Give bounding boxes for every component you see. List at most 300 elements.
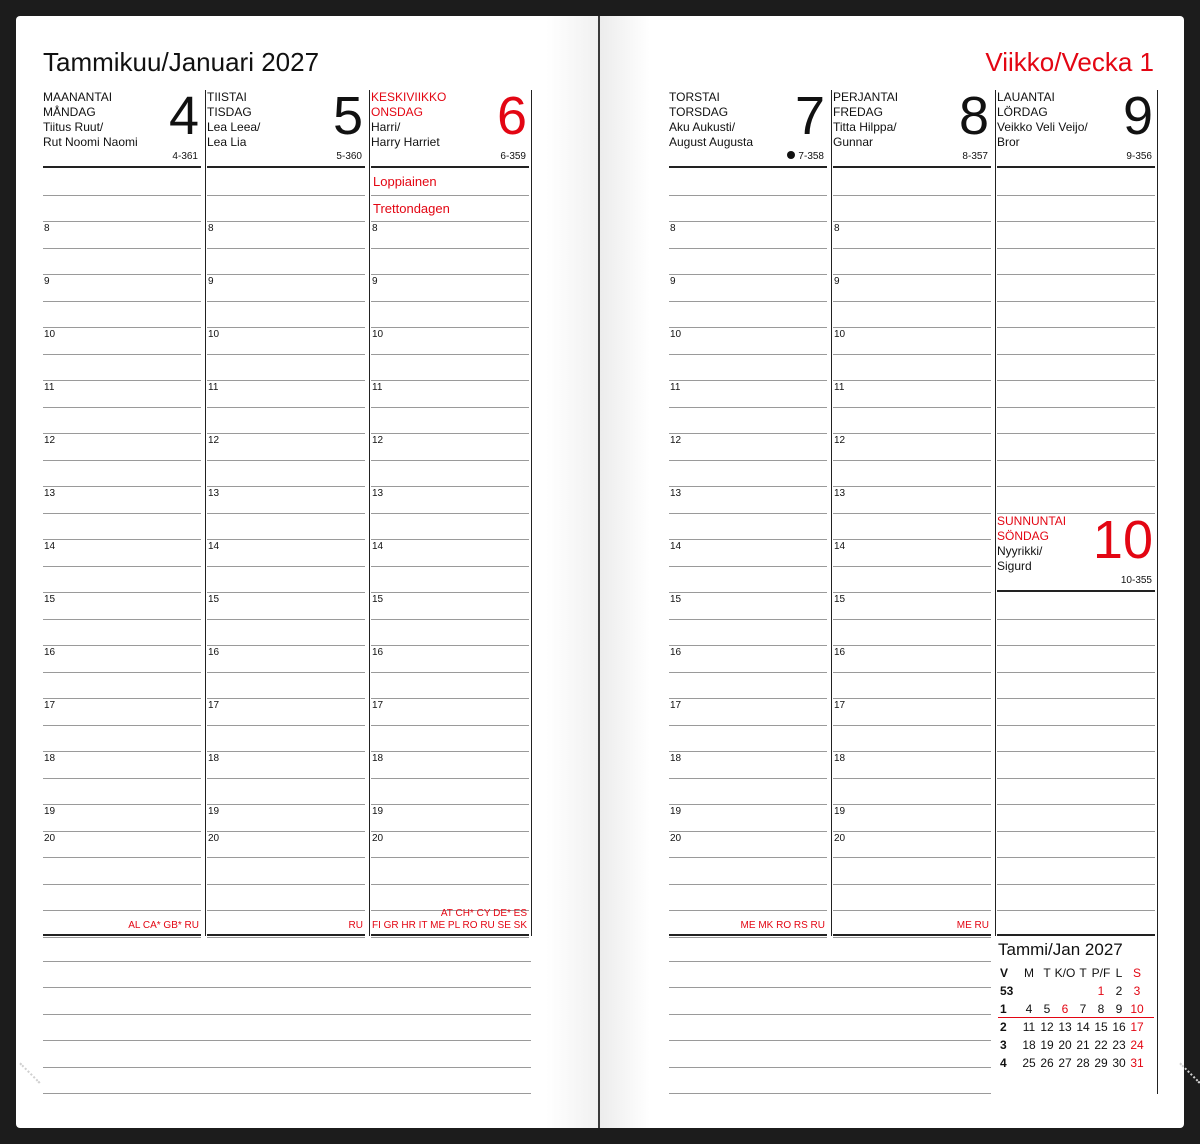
- writing-line[interactable]: [833, 195, 991, 196]
- day-names: [833, 90, 898, 150]
- writing-line[interactable]: [371, 804, 529, 805]
- writing-line[interactable]: [43, 592, 201, 593]
- writing-line[interactable]: [833, 539, 991, 540]
- writing-line[interactable]: [43, 221, 201, 222]
- hour-label: 14: [372, 541, 384, 552]
- writing-line[interactable]: [997, 751, 1155, 752]
- hour-label: 18: [834, 753, 846, 764]
- name-day: Lea Lia: [207, 135, 247, 149]
- country-codes: ME MK RO RS RU: [740, 920, 825, 931]
- day-number: 7: [794, 86, 825, 146]
- day-names: [997, 514, 1066, 574]
- writing-line[interactable]: [997, 460, 1155, 461]
- writing-line[interactable]: [669, 831, 827, 832]
- hour-label: 11: [44, 382, 55, 393]
- writing-line[interactable]: [997, 486, 1155, 487]
- day-column: [833, 86, 991, 936]
- writing-line[interactable]: [833, 884, 991, 885]
- writing-line[interactable]: [207, 513, 365, 514]
- calendar-day[interactable]: 8: [1097, 1002, 1105, 1016]
- writing-line[interactable]: [997, 804, 1155, 805]
- writing-line[interactable]: [43, 831, 201, 832]
- writing-line[interactable]: [833, 725, 991, 726]
- writing-line[interactable]: [997, 195, 1155, 196]
- writing-line[interactable]: [997, 248, 1155, 249]
- writing-line[interactable]: [669, 619, 827, 620]
- hour-label: 15: [834, 594, 846, 605]
- writing-line[interactable]: [207, 645, 365, 646]
- calendar-day[interactable]: 6: [1061, 1002, 1069, 1016]
- writing-line[interactable]: [207, 751, 365, 752]
- writing-line[interactable]: [43, 751, 201, 752]
- writing-line[interactable]: [997, 619, 1155, 620]
- name-day: Sigurd: [997, 559, 1032, 573]
- writing-line[interactable]: [833, 407, 991, 408]
- writing-line[interactable]: [669, 645, 827, 646]
- writing-line[interactable]: [43, 698, 201, 699]
- calendar-day[interactable]: 10: [1130, 1002, 1144, 1016]
- writing-line[interactable]: [669, 857, 827, 858]
- writing-line[interactable]: [833, 566, 991, 567]
- day-code-text: 10-355: [1120, 575, 1152, 586]
- writing-line[interactable]: [997, 910, 1155, 911]
- writing-line[interactable]: [43, 937, 201, 938]
- writing-line[interactable]: [669, 486, 827, 487]
- hour-label: 16: [834, 647, 846, 658]
- writing-line[interactable]: [371, 539, 529, 540]
- weekday-name: TORSTAI: [669, 90, 720, 104]
- writing-line[interactable]: [207, 725, 365, 726]
- writing-line[interactable]: [371, 221, 529, 222]
- writing-line[interactable]: [207, 566, 365, 567]
- writing-line[interactable]: [43, 539, 201, 540]
- country-flags: [372, 908, 527, 932]
- writing-line[interactable]: [371, 831, 529, 832]
- hour-label: 20: [208, 832, 220, 844]
- writing-line[interactable]: [43, 327, 201, 328]
- header-rule: [997, 166, 1155, 168]
- writing-line[interactable]: [833, 380, 991, 381]
- hour-label: 12: [372, 435, 384, 446]
- writing-line[interactable]: [833, 857, 991, 858]
- note-line[interactable]: [43, 961, 531, 962]
- day-code-text: 7-358: [798, 151, 824, 162]
- writing-line[interactable]: [833, 619, 991, 620]
- writing-line[interactable]: [833, 592, 991, 593]
- writing-line[interactable]: [207, 301, 365, 302]
- week-number: 2: [1000, 1020, 1007, 1034]
- full-moon-icon: [787, 151, 795, 159]
- writing-line[interactable]: [669, 433, 827, 434]
- writing-line[interactable]: [371, 937, 529, 938]
- week-number: 4: [1000, 1056, 1007, 1070]
- writing-line[interactable]: [371, 248, 529, 249]
- calendar-day[interactable]: 13: [1058, 1020, 1072, 1034]
- writing-line[interactable]: [997, 645, 1155, 646]
- note-line[interactable]: [43, 1014, 531, 1015]
- writing-line[interactable]: [669, 910, 827, 911]
- writing-line[interactable]: [833, 831, 991, 832]
- week-number: 1: [1000, 1002, 1007, 1016]
- note-line[interactable]: [669, 1093, 991, 1094]
- writing-line[interactable]: [997, 857, 1155, 858]
- note-line[interactable]: [43, 987, 531, 988]
- header-rule: [371, 166, 529, 168]
- note-line[interactable]: [669, 961, 991, 962]
- writing-line[interactable]: [207, 221, 365, 222]
- writing-line[interactable]: [207, 539, 365, 540]
- writing-line[interactable]: [371, 672, 529, 673]
- note-line[interactable]: [669, 1014, 991, 1015]
- writing-line[interactable]: [669, 274, 827, 275]
- writing-line[interactable]: [207, 778, 365, 779]
- calendar-day[interactable]: 28: [1076, 1056, 1090, 1070]
- writing-line[interactable]: [43, 433, 201, 434]
- hour-label: 20: [372, 832, 384, 844]
- hour-label: 16: [208, 647, 220, 658]
- writing-line[interactable]: [43, 619, 201, 620]
- hour-label: 13: [372, 488, 384, 499]
- hour-label: 19: [208, 806, 220, 817]
- writing-line[interactable]: [371, 274, 529, 275]
- writing-line[interactable]: [833, 804, 991, 805]
- writing-line[interactable]: [207, 672, 365, 673]
- writing-line[interactable]: [833, 513, 991, 514]
- book-spine: [598, 16, 600, 1128]
- note-line[interactable]: [669, 1040, 991, 1041]
- hour-label: 17: [670, 700, 682, 711]
- writing-line[interactable]: [997, 407, 1155, 408]
- writing-line[interactable]: [669, 460, 827, 461]
- column-divider: [531, 90, 532, 936]
- writing-line[interactable]: [669, 354, 827, 355]
- day-column: [207, 86, 365, 936]
- day-of-year-code: [336, 151, 362, 162]
- writing-line[interactable]: [371, 195, 529, 196]
- writing-line[interactable]: [371, 857, 529, 858]
- calendar-day[interactable]: 29: [1094, 1056, 1108, 1070]
- writing-line[interactable]: [833, 327, 991, 328]
- writing-line[interactable]: [43, 301, 201, 302]
- writing-line[interactable]: [669, 884, 827, 885]
- header-rule: [669, 166, 827, 168]
- writing-line[interactable]: [669, 380, 827, 381]
- writing-line[interactable]: [997, 831, 1155, 832]
- hour-label: 12: [834, 435, 846, 446]
- writing-line[interactable]: [371, 884, 529, 885]
- writing-line[interactable]: [371, 645, 529, 646]
- note-line[interactable]: [43, 1067, 531, 1068]
- column-bottom-rule: [669, 934, 827, 936]
- weekday-name: PERJANTAI: [833, 90, 899, 104]
- calendar-day[interactable]: 16: [1112, 1020, 1126, 1034]
- writing-line[interactable]: [669, 725, 827, 726]
- writing-line[interactable]: [371, 778, 529, 779]
- calendar-day[interactable]: 4: [1025, 1002, 1033, 1016]
- writing-line[interactable]: [43, 804, 201, 805]
- day-code-text: 9-356: [1126, 151, 1152, 162]
- writing-line[interactable]: [997, 380, 1155, 381]
- writing-line[interactable]: [43, 910, 201, 911]
- writing-line[interactable]: [997, 778, 1155, 779]
- writing-line[interactable]: [207, 248, 365, 249]
- day-header: [997, 510, 1155, 591]
- note-line[interactable]: [43, 1040, 531, 1041]
- calendar-day[interactable]: 9: [1115, 1002, 1123, 1016]
- writing-line[interactable]: [997, 433, 1155, 434]
- day-number: 8: [958, 86, 989, 146]
- hour-label: 12: [670, 435, 682, 446]
- writing-line[interactable]: [207, 327, 365, 328]
- day-of-year-code: [500, 151, 526, 162]
- writing-line[interactable]: [371, 327, 529, 328]
- writing-line[interactable]: [833, 486, 991, 487]
- writing-line[interactable]: [371, 460, 529, 461]
- hour-label: 17: [372, 700, 384, 711]
- writing-line[interactable]: [669, 698, 827, 699]
- writing-line[interactable]: [669, 327, 827, 328]
- note-line[interactable]: [669, 987, 991, 988]
- writing-line[interactable]: [371, 725, 529, 726]
- writing-line[interactable]: [371, 619, 529, 620]
- hour-label: 13: [44, 488, 56, 499]
- hour-label: 17: [208, 700, 220, 711]
- writing-line[interactable]: [669, 566, 827, 567]
- writing-line[interactable]: [833, 301, 991, 302]
- calendar-day[interactable]: 25: [1022, 1056, 1036, 1070]
- writing-line[interactable]: [43, 778, 201, 779]
- calendar-day[interactable]: 11: [1022, 1020, 1036, 1034]
- writing-line[interactable]: [833, 248, 991, 249]
- day-names: [207, 90, 260, 150]
- calendar-day[interactable]: 27: [1058, 1056, 1072, 1070]
- writing-line[interactable]: [207, 592, 365, 593]
- note-line[interactable]: [43, 1093, 531, 1094]
- calendar-day[interactable]: 1: [1097, 984, 1105, 998]
- writing-line[interactable]: [43, 274, 201, 275]
- calendar-day[interactable]: 23: [1112, 1038, 1126, 1052]
- column-bottom-rule: [43, 934, 201, 936]
- country-codes: RU: [348, 920, 363, 931]
- writing-line[interactable]: [669, 248, 827, 249]
- writing-line[interactable]: [669, 301, 827, 302]
- writing-line[interactable]: [43, 248, 201, 249]
- writing-line[interactable]: [669, 592, 827, 593]
- writing-line[interactable]: [833, 937, 991, 938]
- writing-line[interactable]: [669, 539, 827, 540]
- calendar-day[interactable]: 17: [1130, 1020, 1144, 1034]
- writing-line[interactable]: [669, 407, 827, 408]
- calendar-day[interactable]: 24: [1130, 1038, 1144, 1052]
- holiday-label: Loppiainen: [373, 174, 437, 189]
- writing-line[interactable]: [43, 725, 201, 726]
- writing-line[interactable]: [997, 327, 1155, 328]
- writing-line[interactable]: [207, 486, 365, 487]
- writing-line[interactable]: [207, 274, 365, 275]
- writing-line[interactable]: [207, 857, 365, 858]
- writing-line[interactable]: [43, 195, 201, 196]
- hour-label: 10: [834, 329, 846, 340]
- writing-line[interactable]: [207, 698, 365, 699]
- day-header: [371, 86, 529, 167]
- writing-line[interactable]: [669, 195, 827, 196]
- writing-line[interactable]: [669, 751, 827, 752]
- writing-line[interactable]: [207, 433, 365, 434]
- writing-line[interactable]: [207, 407, 365, 408]
- writing-line[interactable]: [669, 778, 827, 779]
- writing-line[interactable]: [371, 486, 529, 487]
- hour-label: 10: [372, 329, 384, 340]
- writing-line[interactable]: [997, 274, 1155, 275]
- writing-line[interactable]: [997, 884, 1155, 885]
- writing-line[interactable]: [207, 619, 365, 620]
- country-flags: [349, 920, 363, 932]
- week-title: Viikko/Vecka 1: [985, 47, 1154, 77]
- writing-line[interactable]: [371, 407, 529, 408]
- writing-line[interactable]: [833, 460, 991, 461]
- calendar-day[interactable]: 19: [1040, 1038, 1054, 1052]
- writing-line[interactable]: [669, 221, 827, 222]
- writing-line[interactable]: [669, 804, 827, 805]
- writing-line[interactable]: [43, 407, 201, 408]
- note-line[interactable]: [669, 1067, 991, 1068]
- writing-line[interactable]: [997, 725, 1155, 726]
- calendar-day[interactable]: 21: [1076, 1038, 1090, 1052]
- hour-label: 16: [44, 647, 56, 658]
- writing-line[interactable]: [207, 195, 365, 196]
- writing-line[interactable]: [43, 645, 201, 646]
- calendar-day[interactable]: 30: [1112, 1056, 1126, 1070]
- calendar-day[interactable]: 20: [1058, 1038, 1072, 1052]
- day-header: [833, 86, 991, 167]
- writing-line[interactable]: [371, 513, 529, 514]
- writing-line[interactable]: [371, 380, 529, 381]
- writing-line[interactable]: [371, 566, 529, 567]
- hour-label: 8: [208, 223, 214, 234]
- writing-line[interactable]: [833, 751, 991, 752]
- day-column: [371, 86, 529, 936]
- writing-line[interactable]: [669, 672, 827, 673]
- writing-line[interactable]: [43, 354, 201, 355]
- writing-line[interactable]: [833, 910, 991, 911]
- day-number: 4: [168, 86, 199, 146]
- calendar-day[interactable]: 7: [1079, 1002, 1087, 1016]
- writing-line[interactable]: [207, 380, 365, 381]
- calendar-day[interactable]: 31: [1130, 1056, 1144, 1070]
- writing-line[interactable]: [207, 354, 365, 355]
- day-code-text: 5-360: [336, 151, 362, 162]
- writing-line[interactable]: [371, 592, 529, 593]
- name-day: August Augusta: [669, 135, 754, 149]
- writing-line[interactable]: [207, 937, 365, 938]
- writing-line[interactable]: [371, 698, 529, 699]
- writing-line[interactable]: [43, 486, 201, 487]
- day-number: 10: [1092, 510, 1153, 570]
- day-names: [669, 90, 753, 150]
- column-divider: [1157, 90, 1158, 936]
- writing-line[interactable]: [833, 274, 991, 275]
- writing-line[interactable]: [833, 645, 991, 646]
- writing-line[interactable]: [371, 301, 529, 302]
- day-header: [997, 86, 1155, 167]
- writing-line[interactable]: [43, 460, 201, 461]
- writing-line[interactable]: [43, 513, 201, 514]
- column-divider: [1157, 934, 1158, 1094]
- writing-line[interactable]: [669, 937, 827, 938]
- column-divider: [831, 90, 832, 936]
- day-column: [43, 86, 201, 936]
- writing-line[interactable]: [669, 513, 827, 514]
- writing-line[interactable]: [997, 301, 1155, 302]
- mini-calendar-grid: [998, 966, 1156, 1076]
- writing-line[interactable]: [43, 566, 201, 567]
- name-day: Harry Harriet: [371, 135, 440, 149]
- weekday-name: MAANANTAI: [43, 90, 113, 104]
- writing-line[interactable]: [833, 433, 991, 434]
- country-codes: ME RU: [956, 920, 989, 931]
- writing-line[interactable]: [997, 221, 1155, 222]
- weekday-header: K/O: [1054, 966, 1076, 980]
- writing-line[interactable]: [207, 804, 365, 805]
- writing-line[interactable]: [43, 380, 201, 381]
- calendar-day[interactable]: 18: [1022, 1038, 1036, 1052]
- calendar-day[interactable]: 14: [1076, 1020, 1090, 1034]
- writing-line[interactable]: [997, 354, 1155, 355]
- calendar-day[interactable]: 26: [1040, 1056, 1054, 1070]
- writing-line[interactable]: [833, 698, 991, 699]
- writing-line[interactable]: [43, 857, 201, 858]
- writing-line[interactable]: [833, 672, 991, 673]
- calendar-day[interactable]: 3: [1133, 984, 1141, 998]
- hour-label: 10: [44, 329, 56, 340]
- hour-label: 19: [44, 806, 56, 817]
- column-bottom-rule: [371, 934, 529, 936]
- writing-line[interactable]: [833, 354, 991, 355]
- name-day: Nyyrikki/: [997, 544, 1043, 558]
- day-number: 9: [1122, 86, 1153, 146]
- writing-line[interactable]: [207, 831, 365, 832]
- hour-label: 20: [834, 832, 846, 844]
- writing-line[interactable]: [833, 778, 991, 779]
- writing-line[interactable]: [997, 698, 1155, 699]
- calendar-day[interactable]: 12: [1040, 1020, 1054, 1034]
- country-flags: [128, 920, 199, 932]
- weekday-name: KESKIVIIKKO: [371, 90, 447, 104]
- name-day: Titta Hilppa/: [833, 120, 897, 134]
- writing-line[interactable]: [43, 884, 201, 885]
- writing-line[interactable]: [371, 751, 529, 752]
- day-of-year-code: [1126, 151, 1152, 162]
- calendar-day[interactable]: 5: [1043, 1002, 1051, 1016]
- writing-line[interactable]: [371, 433, 529, 434]
- hour-label: 12: [44, 435, 56, 446]
- day-column: [669, 86, 827, 936]
- weekday-header: P/F: [1091, 966, 1111, 980]
- calendar-day[interactable]: 22: [1094, 1038, 1108, 1052]
- writing-line[interactable]: [997, 672, 1155, 673]
- writing-line[interactable]: [207, 910, 365, 911]
- writing-line[interactable]: [207, 460, 365, 461]
- writing-line[interactable]: [207, 884, 365, 885]
- writing-line[interactable]: [833, 221, 991, 222]
- calendar-day[interactable]: 2: [1115, 984, 1123, 998]
- hour-label: 19: [372, 806, 384, 817]
- writing-line[interactable]: [371, 354, 529, 355]
- writing-line[interactable]: [43, 672, 201, 673]
- calendar-day[interactable]: 15: [1094, 1020, 1108, 1034]
- day-code-text: 8-357: [962, 151, 988, 162]
- column-divider: [995, 90, 996, 936]
